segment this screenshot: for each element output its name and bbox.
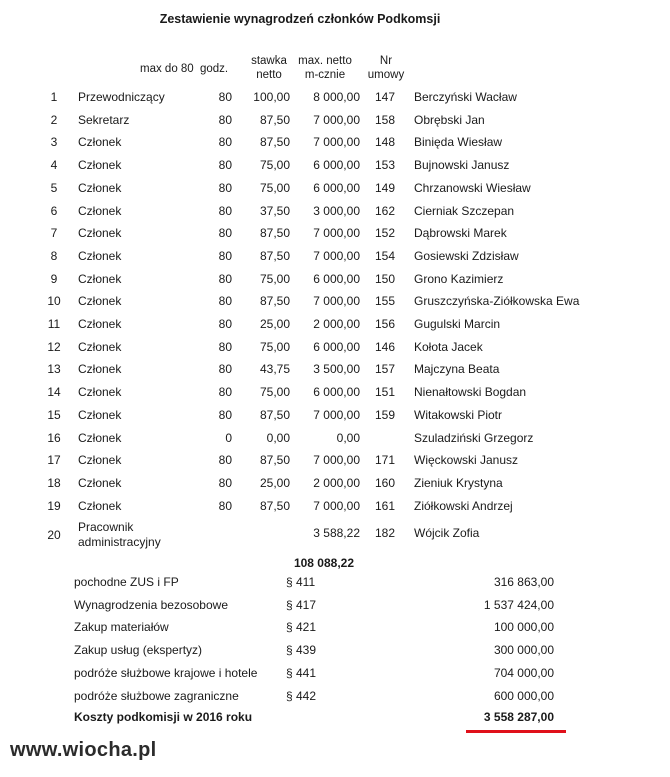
row-hours: 80 <box>218 226 232 241</box>
row-role-line1: Pracownik <box>78 520 134 534</box>
row-rate: 87,50 <box>259 453 290 468</box>
row-role: Członek <box>78 271 122 286</box>
row-role: Członek <box>78 135 122 150</box>
row-hours: 80 <box>218 317 232 331</box>
row-hours: 80 <box>218 385 232 400</box>
row-contract-no: 160 <box>374 475 396 490</box>
row-hours: 80 <box>218 271 232 286</box>
row-number: 5 <box>50 180 58 195</box>
summary-amount: 316 863,00 <box>493 575 554 589</box>
row-name: Wójcik Zofia <box>414 526 480 540</box>
row-max-net: 7 000,00 <box>313 498 360 513</box>
header-rate-line2: netto <box>256 69 282 81</box>
row-number: 7 <box>50 226 58 241</box>
row-max-net: 7 000,00 <box>313 248 360 263</box>
row-hours: 80 <box>218 475 232 490</box>
row-hours: 80 <box>218 407 232 422</box>
document-title: Zestawienie wynagrodzeń członków Podkomsji <box>159 12 441 26</box>
row-contract-no: 157 <box>374 362 396 377</box>
row-rate: 87,50 <box>259 248 290 263</box>
header-contract-no-line1: Nr <box>379 55 393 67</box>
summary-label: podróże służbowe krajowe i hotele <box>74 665 258 680</box>
table-row <box>0 431 670 451</box>
row-max-net: 6 000,00 <box>313 180 360 195</box>
row-max-net: 3 500,00 <box>313 362 360 377</box>
row-rate: 0,00 <box>266 430 290 445</box>
row-number: 16 <box>47 430 61 445</box>
row-name: Więckowski Janusz <box>414 453 519 468</box>
row-number: 14 <box>47 385 61 400</box>
row-name: Dąbrowski Marek <box>414 226 507 241</box>
header-hours: godz. <box>200 63 229 75</box>
total-salaries: 108 088,22 <box>293 556 354 570</box>
row-contract-no: 162 <box>374 203 396 218</box>
summary-label: Zakup usług (ekspertyz) <box>74 643 203 658</box>
row-role: Członek <box>78 180 122 195</box>
row-role: Członek <box>78 226 122 241</box>
row-max-net: 7 000,00 <box>313 135 360 150</box>
row-max-net: 7 000,00 <box>313 453 360 468</box>
summary-paragraph: § 421 <box>286 620 317 635</box>
row-max-net: 7 000,00 <box>313 407 360 422</box>
table-row <box>0 226 670 246</box>
table-row <box>0 90 670 110</box>
row-rate: 75,00 <box>259 180 290 195</box>
table-row <box>0 113 670 133</box>
row-role: Członek <box>78 362 122 377</box>
summary-paragraph: § 439 <box>286 643 317 658</box>
table-row <box>0 135 670 155</box>
table-row <box>0 317 670 337</box>
row-contract-no: 147 <box>374 90 396 104</box>
row-number: 15 <box>47 407 61 422</box>
row-hours: 80 <box>218 112 232 127</box>
summary-amount: 1 537 424,00 <box>483 597 554 612</box>
summary-row <box>0 689 670 709</box>
row-number: 13 <box>47 362 61 377</box>
row-name: Nienałtowski Bogdan <box>414 385 527 400</box>
summary-row <box>0 666 670 686</box>
header-rate <box>244 54 294 82</box>
row-role: Sekretarz <box>78 112 130 127</box>
row-number: 20 <box>47 528 61 542</box>
row-name: Gugulski Marcin <box>414 317 501 331</box>
row-name: Kołota Jacek <box>414 339 483 354</box>
header-max-net-line2: m-cznie <box>304 69 346 81</box>
grand-total-row <box>0 710 670 730</box>
row-name: Grono Kazimierz <box>414 271 504 286</box>
row-contract-no: 156 <box>374 317 396 331</box>
row-hours: 0 <box>225 430 232 445</box>
table-row <box>0 181 670 201</box>
row-name: Bujnowski Janusz <box>414 158 510 173</box>
summary-label: podróże służbowe zagraniczne <box>74 688 239 703</box>
row-name: Obrębski Jan <box>414 112 485 127</box>
row-role: Członek <box>78 475 122 490</box>
summary-label: Wynagrodzenia bezosobowe <box>74 597 228 612</box>
row-number: 10 <box>47 294 61 309</box>
table-row-20 <box>0 520 670 552</box>
row-max-net: 6 000,00 <box>313 158 360 173</box>
row-name: Gruszczyńska-Ziółkowska Ewa <box>414 294 580 309</box>
row-hours: 80 <box>218 203 232 218</box>
row-role: Członek <box>78 248 122 263</box>
row-role: Członek <box>78 294 122 309</box>
red-underline <box>466 730 566 733</box>
row-number: 12 <box>47 339 61 354</box>
header-max-net-line1: max. netto <box>298 55 352 67</box>
row-max-net: 3 588,22 <box>313 526 360 540</box>
table-row <box>0 476 670 496</box>
row-role-line2: administracyjny <box>78 535 161 549</box>
row-role: Przewodniczący <box>78 90 165 104</box>
row-contract-no: 154 <box>374 248 396 263</box>
row-name: Binięda Wiesław <box>414 135 503 150</box>
header-rate-line1: stawka <box>251 55 287 67</box>
table-row <box>0 385 670 405</box>
row-contract-no: 182 <box>374 526 396 540</box>
summary-amount: 300 000,00 <box>493 643 554 658</box>
summary-paragraph: § 441 <box>286 665 317 680</box>
row-rate: 87,50 <box>259 135 290 150</box>
watermark: www.wiocha.pl <box>10 739 157 761</box>
table-row <box>0 204 670 224</box>
summary-row <box>0 598 670 618</box>
row-max-net: 2 000,00 <box>313 317 360 331</box>
row-rate: 43,75 <box>259 362 290 377</box>
row-role: Członek <box>78 317 122 331</box>
row-contract-no: 148 <box>374 135 396 150</box>
row-max-net: 3 000,00 <box>313 203 360 218</box>
row-hours: 80 <box>218 362 232 377</box>
row-role <box>78 520 161 550</box>
summary-paragraph: § 417 <box>286 597 317 612</box>
summary-amount: 704 000,00 <box>493 665 554 680</box>
row-role: Członek <box>78 158 122 173</box>
table-row <box>0 272 670 292</box>
row-max-net: 6 000,00 <box>313 385 360 400</box>
table-row <box>0 249 670 269</box>
row-contract-no: 146 <box>374 339 396 354</box>
grand-total-amount: 3 558 287,00 <box>483 710 554 724</box>
row-name: Gosiewski Zdzisław <box>414 248 519 263</box>
row-number: 4 <box>50 158 58 173</box>
row-number: 19 <box>47 498 61 513</box>
summary-paragraph: § 411 <box>286 575 316 589</box>
row-name: Ziółkowski Andrzej <box>414 498 513 513</box>
row-rate: 75,00 <box>259 158 290 173</box>
row-contract-no: 171 <box>374 453 396 468</box>
row-rate: 87,50 <box>259 498 290 513</box>
grand-total-label: Koszty podkomisji w 2016 roku <box>74 710 253 724</box>
summary-row <box>0 620 670 640</box>
row-name: Chrzanowski Wiesław <box>414 180 531 195</box>
row-hours: 80 <box>218 90 232 104</box>
row-contract-no: 149 <box>374 180 396 195</box>
row-max-net: 0,00 <box>336 430 360 445</box>
row-rate: 75,00 <box>259 339 290 354</box>
row-rate: 87,50 <box>259 407 290 422</box>
summary-paragraph: § 442 <box>286 688 317 703</box>
table-row <box>0 362 670 382</box>
row-contract-no: 155 <box>374 294 396 309</box>
row-max-net: 7 000,00 <box>313 226 360 241</box>
row-role: Członek <box>78 498 122 513</box>
row-hours: 80 <box>218 339 232 354</box>
table-row <box>0 408 670 428</box>
row-name: Majczyna Beata <box>414 362 500 377</box>
header-max-net <box>292 54 358 82</box>
row-rate: 100,00 <box>253 90 290 104</box>
row-hours: 80 <box>218 498 232 513</box>
row-max-net: 6 000,00 <box>313 339 360 354</box>
summary-amount: 100 000,00 <box>493 620 554 635</box>
row-hours: 80 <box>218 248 232 263</box>
header-contract-no <box>366 54 406 82</box>
row-hours: 80 <box>218 158 232 173</box>
row-role: Członek <box>78 430 122 445</box>
row-rate: 87,50 <box>259 112 290 127</box>
row-max-net: 7 000,00 <box>313 294 360 309</box>
row-contract-no: 152 <box>374 226 396 241</box>
table-row <box>0 158 670 178</box>
row-max-net: 8 000,00 <box>313 90 360 104</box>
row-hours: 80 <box>218 135 232 150</box>
row-contract-no: 161 <box>374 498 396 513</box>
row-rate: 37,50 <box>259 203 290 218</box>
row-rate: 75,00 <box>259 385 290 400</box>
row-role: Członek <box>78 339 122 354</box>
table-row <box>0 294 670 314</box>
row-number: 17 <box>47 453 61 468</box>
table-row <box>0 340 670 360</box>
row-contract-no: 150 <box>374 271 396 286</box>
row-rate: 87,50 <box>259 294 290 309</box>
row-rate: 75,00 <box>259 271 290 286</box>
row-rate: 87,50 <box>259 226 290 241</box>
row-contract-no: 159 <box>374 407 396 422</box>
header-max: max do 80 <box>140 63 194 75</box>
row-number: 6 <box>50 203 58 218</box>
row-role: Członek <box>78 407 122 422</box>
row-number: 18 <box>47 475 61 490</box>
summary-row <box>0 575 670 595</box>
row-contract-no: 153 <box>374 158 396 173</box>
row-hours: 80 <box>218 294 232 309</box>
row-contract-no: 151 <box>374 385 396 400</box>
row-name: Szuladziński Grzegorz <box>414 430 534 445</box>
row-max-net: 7 000,00 <box>313 112 360 127</box>
header-contract-no-line2: umowy <box>367 69 405 81</box>
table-row <box>0 453 670 473</box>
row-number: 3 <box>50 135 58 150</box>
row-name: Cierniak Szczepan <box>414 203 515 218</box>
summary-amount: 600 000,00 <box>493 688 554 703</box>
row-hours: 80 <box>218 180 232 195</box>
row-max-net: 2 000,00 <box>313 475 360 490</box>
row-role: Członek <box>78 453 122 468</box>
row-number: 8 <box>50 248 58 263</box>
row-role: Członek <box>78 203 122 218</box>
table-row <box>0 499 670 519</box>
row-rate: 25,00 <box>259 475 290 490</box>
row-hours: 80 <box>218 453 232 468</box>
row-number: 2 <box>50 112 58 127</box>
row-role: Członek <box>78 385 122 400</box>
summary-row <box>0 643 670 663</box>
row-number: 11 <box>47 317 61 331</box>
row-rate: 25,00 <box>259 317 290 331</box>
row-name: Witakowski Piotr <box>414 407 503 422</box>
row-number: 1 <box>50 90 58 104</box>
row-max-net: 6 000,00 <box>313 271 360 286</box>
summary-label: Zakup materiałów <box>74 620 169 635</box>
row-name: Zieniuk Krystyna <box>414 475 503 490</box>
row-contract-no: 158 <box>374 112 396 127</box>
row-name: Berczyński Wacław <box>414 90 517 104</box>
summary-label: pochodne ZUS i FP <box>74 575 179 589</box>
row-number: 9 <box>50 271 58 286</box>
